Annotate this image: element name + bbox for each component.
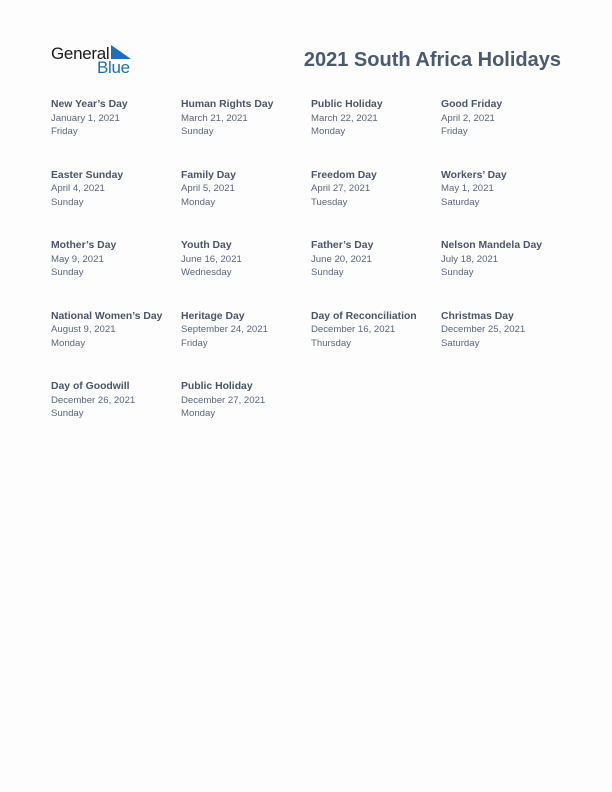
holiday-day: Saturday <box>441 196 480 208</box>
holiday-name: New Year’s Day <box>51 99 128 110</box>
holiday-entry <box>181 239 311 310</box>
holiday-name: Father’s Day <box>311 240 374 251</box>
holiday-name: Public Holiday <box>311 99 383 110</box>
holiday-name: Freedom Day <box>311 169 377 181</box>
holiday-date: December 27, 2021 <box>181 394 266 406</box>
holiday-day: Tuesday <box>311 196 348 208</box>
holiday-day: Monday <box>311 126 346 138</box>
logo-word-general: General <box>51 44 110 63</box>
holiday-name: Day of Reconciliation <box>311 310 417 322</box>
holiday-date: March 22, 2021 <box>311 112 378 124</box>
holiday-date: May 1, 2021 <box>441 183 494 195</box>
holiday-date: April 4, 2021 <box>51 183 105 195</box>
holiday-entry <box>51 169 181 240</box>
holiday-entry <box>181 310 311 381</box>
holiday-entry <box>441 169 571 240</box>
holiday-day: Sunday <box>51 267 84 279</box>
holiday-day: Sunday <box>181 126 214 138</box>
holiday-day: Monday <box>181 196 216 208</box>
holiday-entry <box>51 380 181 451</box>
holiday-day: Friday <box>51 126 78 138</box>
holiday-entry <box>51 310 181 381</box>
holiday-day: Saturday <box>441 337 480 349</box>
holiday-date: December 16, 2021 <box>311 324 396 336</box>
holiday-day: Friday <box>181 337 208 349</box>
holiday-day: Sunday <box>441 267 474 279</box>
holiday-date: September 24, 2021 <box>181 324 268 336</box>
holiday-name: National Women’s Day <box>51 310 163 322</box>
holiday-name: Mother’s Day <box>51 240 117 251</box>
holiday-entry <box>311 98 441 169</box>
holiday-date: June 16, 2021 <box>181 253 242 265</box>
holiday-name: Nelson Mandela Day <box>441 240 543 251</box>
holiday-date: December 26, 2021 <box>51 394 136 406</box>
holiday-date: April 2, 2021 <box>441 112 495 124</box>
holiday-entry <box>311 239 441 310</box>
generalblue-logo <box>51 44 141 78</box>
holiday-entry <box>51 239 181 310</box>
holiday-grid <box>51 98 571 451</box>
holiday-name: Public Holiday <box>181 381 253 392</box>
holiday-entry <box>181 380 311 451</box>
holiday-entry <box>441 98 571 169</box>
holiday-name: Easter Sunday <box>51 169 124 181</box>
holiday-date: August 9, 2021 <box>51 324 116 336</box>
holiday-name: Family Day <box>181 169 236 181</box>
holiday-date: April 27, 2021 <box>311 183 371 195</box>
holiday-entry <box>441 239 571 310</box>
logo-word-blue: Blue <box>97 58 130 77</box>
holiday-entry <box>181 98 311 169</box>
holiday-day: Monday <box>181 408 216 420</box>
holiday-day: Friday <box>441 126 468 138</box>
logo-triangle-icon <box>111 45 131 59</box>
holiday-name: Day of Goodwill <box>51 381 130 392</box>
holiday-date: April 5, 2021 <box>181 183 235 195</box>
holiday-date: July 18, 2021 <box>441 253 499 265</box>
holiday-day: Wednesday <box>181 267 232 279</box>
holiday-day: Sunday <box>311 267 344 279</box>
holiday-day: Monday <box>51 337 86 349</box>
holiday-entry <box>441 310 571 381</box>
holiday-entry <box>51 98 181 169</box>
holiday-entry <box>311 310 441 381</box>
holiday-date: December 25, 2021 <box>441 324 526 336</box>
holiday-date: May 9, 2021 <box>51 253 104 265</box>
holiday-date: March 21, 2021 <box>181 112 248 124</box>
holiday-name: Christmas Day <box>441 310 514 322</box>
holiday-day: Sunday <box>51 196 84 208</box>
holiday-entry <box>311 169 441 240</box>
holiday-name: Youth Day <box>181 240 232 251</box>
holiday-name: Good Friday <box>441 99 503 110</box>
page-title: 2021 South Africa Holidays <box>303 49 561 71</box>
holiday-name: Heritage Day <box>181 310 245 322</box>
holiday-name: Workers’ Day <box>441 169 507 181</box>
holiday-day: Thursday <box>311 337 351 349</box>
holiday-entry <box>181 169 311 240</box>
holiday-name: Human Rights Day <box>181 99 274 110</box>
holiday-date: June 20, 2021 <box>311 253 372 265</box>
holiday-date: January 1, 2021 <box>51 112 120 124</box>
holiday-day: Sunday <box>51 408 84 420</box>
